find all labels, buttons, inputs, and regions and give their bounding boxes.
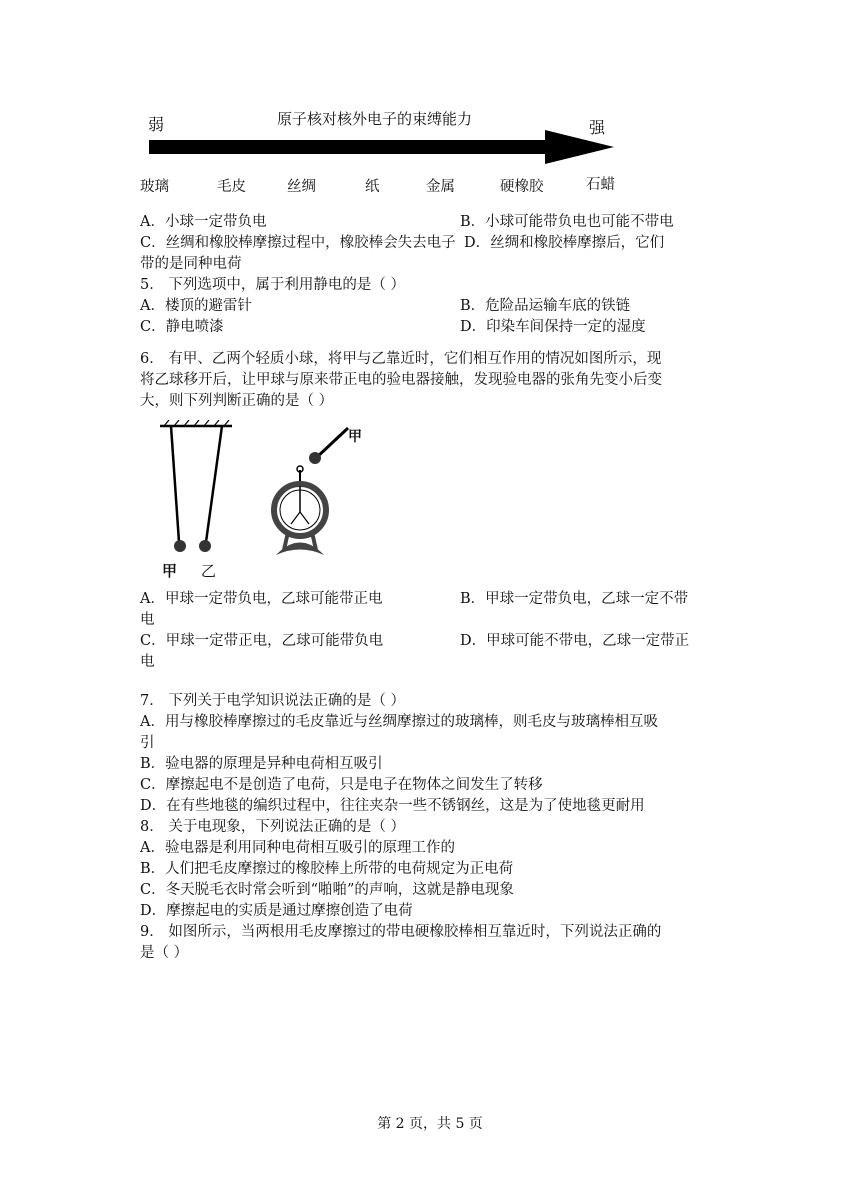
q8-option-b: B．人们把毛皮摩擦过的橡胶棒上所带的电荷规定为正电荷 bbox=[140, 861, 514, 877]
q6-stem-1: 6． 有甲、乙两个轻质小球，将甲与乙靠近时，它们相互作用的情况如图所示，现 bbox=[140, 351, 662, 367]
q7-option-b: B．验电器的原理是异种电荷相互吸引 bbox=[140, 756, 383, 772]
strong-label: 强 bbox=[589, 118, 606, 137]
q5-stem: 5． 下列选项中，属于利用静电的是（ ） bbox=[140, 277, 405, 293]
material-glass: 玻璃 bbox=[140, 179, 169, 195]
material-metal: 金属 bbox=[426, 179, 455, 195]
q4-option-b: B．小球可能带负电也可能不带电 bbox=[460, 214, 674, 230]
q6-option-a: A．甲球一定带负电，乙球可能带正电 bbox=[140, 591, 383, 607]
q6-option-d-cont: 电 bbox=[140, 654, 155, 670]
q6-stem-2: 将乙球移开后，让甲球与原来带正电的验电器接触，发现验电器的张角先变小后变 bbox=[140, 372, 662, 388]
q4-option-a: A．小球一定带负电 bbox=[140, 214, 267, 230]
ball-label-yi: 乙 bbox=[201, 562, 217, 580]
q7-option-a: A．用与橡胶棒摩擦过的毛皮靠近与丝绸摩擦过的玻璃棒，则毛皮与玻璃棒相互吸 bbox=[140, 714, 658, 730]
q8-option-c: C．冬天脱毛衣时常会听到“啪啪”的声响，这就是静电现象 bbox=[140, 882, 514, 898]
q9-stem-1: 9． 如图所示，当两根用毛皮摩擦过的带电硬橡胶棒相互靠近时，下列说法正确的 bbox=[140, 924, 662, 940]
pendulum-electroscope-graphic bbox=[150, 420, 370, 585]
figure-title: 原子核对核外电子的束缚能力 bbox=[277, 110, 473, 128]
q6-option-b: B．甲球一定带负电，乙球一定不带 bbox=[460, 591, 689, 607]
arrow-graphic bbox=[140, 125, 620, 169]
binding-ability-figure bbox=[140, 100, 640, 195]
page-footer: 第 2 页，共 5 页 bbox=[377, 1116, 483, 1132]
q7-option-c: C．摩擦起电不是创造了电荷，只是电子在物体之间发生了转移 bbox=[140, 777, 543, 793]
material-paper: 纸 bbox=[365, 179, 380, 195]
q7-option-d: D．在有些地毯的编织过程中，往往夹杂一些不锈钢丝，这是为了使地毯更耐用 bbox=[140, 798, 645, 814]
q5-option-b: B．危险品运输车底的铁链 bbox=[460, 298, 631, 314]
material-paraffin: 石蜡 bbox=[586, 177, 615, 193]
q8-option-a: A．验电器是利用同种电荷相互吸引的原理工作的 bbox=[140, 840, 455, 856]
material-silk: 丝绸 bbox=[287, 179, 316, 195]
rod-label-jia: 甲 bbox=[348, 429, 362, 445]
q8-option-d: D．摩擦起电的实质是通过摩擦创造了电荷 bbox=[140, 903, 413, 919]
q6-stem-3: 大，则下列判断正确的是（ ） bbox=[140, 393, 334, 409]
q6-option-d: D．甲球可能不带电，乙球一定带正 bbox=[460, 633, 690, 649]
ball-label-jia: 甲 bbox=[162, 562, 178, 580]
q8-stem: 8． 关于电现象，下列说法正确的是（ ） bbox=[140, 819, 405, 835]
q7-option-a-cont: 引 bbox=[140, 735, 155, 751]
q4-option-d: D．丝绸和橡胶棒摩擦后，它们 bbox=[464, 235, 665, 251]
q5-option-c: C．静电喷漆 bbox=[140, 319, 224, 335]
q6-option-c: C．甲球一定带正电，乙球可能带负电 bbox=[140, 633, 384, 649]
weak-label: 弱 bbox=[148, 115, 165, 134]
q4-option-d-cont: 带的是同种电荷 bbox=[140, 256, 242, 272]
q6-option-b-cont: 电 bbox=[140, 612, 155, 628]
material-hard-rubber: 硬橡胶 bbox=[500, 179, 544, 195]
q7-stem: 7． 下列关于电学知识说法正确的是（ ） bbox=[140, 693, 405, 709]
q6-figure bbox=[150, 420, 370, 585]
q5-option-d: D．印染车间保持一定的湿度 bbox=[460, 319, 646, 335]
q5-option-a: A．楼顶的避雷针 bbox=[140, 298, 252, 314]
material-fur: 毛皮 bbox=[217, 179, 246, 195]
q4-option-c: C．丝绸和橡胶棒摩擦过程中，橡胶棒会失去电子 bbox=[140, 235, 456, 251]
q9-stem-2: 是（ ） bbox=[140, 945, 189, 961]
